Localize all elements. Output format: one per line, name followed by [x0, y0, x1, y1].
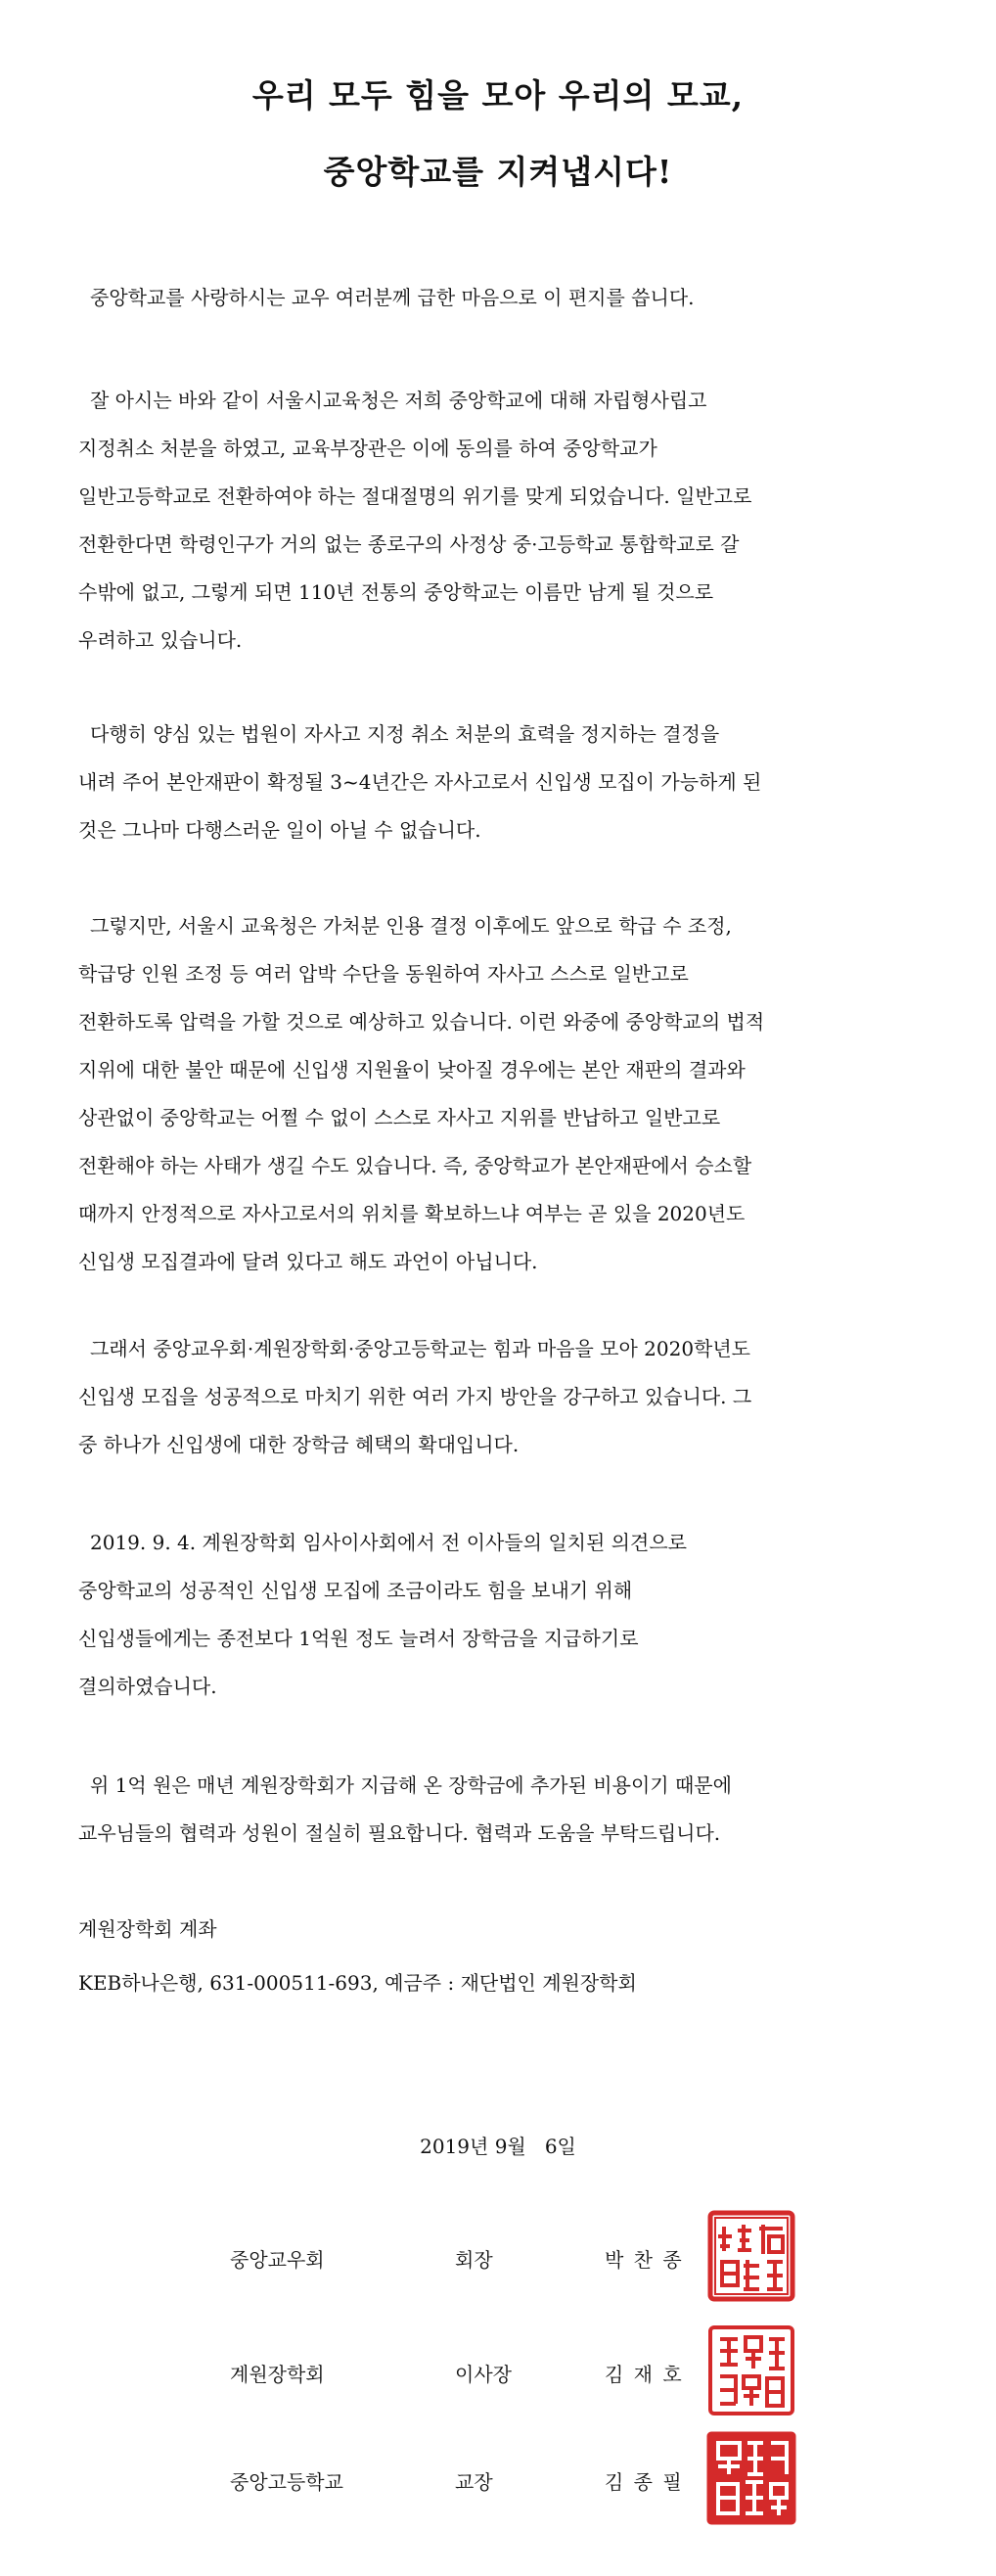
paragraph-request — [78, 1762, 939, 1858]
paragraph-line: 지위에 대한 불안 때문에 신입생 지원율이 낮아질 경우에는 본안 재판의 결과와 — [78, 1058, 746, 1081]
letter-date: 2019년 9월 6일 — [420, 2135, 576, 2158]
signatory-name: 김 종 필 — [605, 2470, 684, 2494]
paragraph-line: 지정취소 처분을 하였고, 교육부장관은 이에 동의를 하여 중앙학교가 — [78, 437, 657, 460]
signatory-org: 중앙고등학교 — [230, 2470, 343, 2494]
letter-title-line-2: 중앙학교를 지켜냅시다! — [323, 153, 673, 191]
paragraph-line: 신입생들에게는 종전보다 1억원 정도 늘려서 장학금을 지급하기로 — [78, 1627, 639, 1650]
signatory-role: 회장 — [455, 2248, 493, 2272]
red-seal-stamp — [704, 2322, 798, 2419]
signatory-role: 교장 — [455, 2470, 493, 2494]
paragraph-line: 우려하고 있습니다. — [78, 628, 243, 652]
paragraph-line: 교우님들의 협력과 성원이 절실히 필요합니다. 협력과 도움을 부탁드립니다. — [78, 1821, 721, 1845]
paragraph-line: 전환한다면 학령인구가 거의 없는 종로구의 사정상 중·고등학교 통합학교로 갈 — [78, 532, 740, 556]
signatory-name: 박 찬 종 — [605, 2248, 684, 2272]
paragraph-line: 신입생 모집을 성공적으로 마치기 위한 여러 가지 방안을 강구하고 있습니다. 그 — [78, 1385, 752, 1408]
paragraph-line: 전환하도록 압력을 가할 것으로 예상하고 있습니다. 이런 와중에 중앙학교의 법적 — [78, 1010, 765, 1034]
paragraph-intro — [78, 274, 939, 322]
paragraph-line: 그렇지만, 서울시 교육청은 가처분 인용 결정 이후에도 앞으로 학급 수 조정, — [90, 914, 732, 938]
red-seal-stamp — [704, 2429, 798, 2527]
signatory-org: 계원장학회 — [230, 2363, 325, 2386]
paragraph-line: 2019. 9. 4. 계원장학회 임사이사회에서 전 이사들의 일치된 의견으로 — [90, 1531, 687, 1554]
paragraph-line: 중앙학교의 성공적인 신입생 모집에 조금이라도 힘을 보내기 위해 — [78, 1579, 633, 1602]
paragraph-resolution — [78, 1519, 939, 1711]
paragraph-line: 때까지 안정적으로 자사고로서의 위치를 확보하느냐 여부는 곧 있을 2020년도 — [78, 1202, 746, 1225]
red-seal-stamp — [704, 2207, 798, 2305]
paragraph-line: 다행히 양심 있는 법원이 자사고 지정 취소 처분의 효력을 정지하는 결정을 — [90, 722, 720, 746]
paragraph-line: 상관없이 중앙학교는 어쩔 수 없이 스스로 자사고 지위를 반납하고 일반고로 — [78, 1106, 721, 1129]
paragraph-court-decision — [78, 711, 939, 854]
paragraph-line: 잘 아시는 바와 같이 서울시교육청은 저희 중앙학교에 대해 자립형사립고 — [90, 389, 707, 412]
paragraph-line: 학급당 인원 조정 등 여러 압박 수단을 동원하여 자사고 스스로 일반고로 — [78, 962, 689, 986]
paragraph-line: 일반고등학교로 전환하여야 하는 절대절명의 위기를 맞게 되었습니다. 일반고로 — [78, 484, 752, 508]
signature-row — [0, 2207, 996, 2315]
paragraph-line: 중 하나가 신입생에 대한 장학금 혜택의 확대입니다. — [78, 1433, 520, 1456]
paragraph-line: 그래서 중앙교우회·계원장학회·중앙고등학교는 힘과 마음을 모아 2020학년도 — [90, 1337, 750, 1360]
paragraph-line: 수밖에 없고, 그렇게 되면 110년 전통의 중앙학교는 이름만 남게 될 것으로 — [78, 580, 714, 604]
paragraph-line: 결의하였습니다. — [78, 1675, 217, 1698]
signatory-org: 중앙교우회 — [230, 2248, 325, 2272]
paragraph-pressure — [78, 902, 939, 1286]
paragraph-line: 내려 주어 본안재판이 확정될 3~4년간은 자사고로서 신입생 모집이 가능하게 된 — [78, 770, 762, 794]
paragraph-line: 중앙학교를 사랑하시는 교우 여러분께 급한 마음으로 이 편지를 씁니다. — [90, 286, 695, 309]
paragraph-line: 것은 그나마 다행스러운 일이 아닐 수 없습니다. — [78, 818, 481, 842]
signature-row — [0, 2322, 996, 2429]
paragraph-line: 위 1억 원은 매년 계원장학회가 지급해 온 장학금에 추가된 비용이기 때문에 — [90, 1773, 732, 1797]
signatory-role: 이사장 — [455, 2363, 512, 2386]
account-title: 계원장학회 계좌 — [78, 1917, 217, 1941]
letter-title-line-1: 우리 모두 힘을 모아 우리의 모교, — [251, 76, 745, 115]
account-info: KEB하나은행, 631-000511-693, 예금주 : 재단법인 계원장학회 — [78, 1971, 637, 1995]
signatory-name: 김 재 호 — [605, 2363, 684, 2386]
paragraph-plan — [78, 1325, 939, 1469]
paragraph-line: 전환해야 하는 사태가 생길 수도 있습니다. 즉, 중앙학교가 본안재판에서 승소할 — [78, 1154, 752, 1177]
signature-row — [0, 2429, 996, 2537]
paragraph-background — [78, 377, 939, 665]
paragraph-line: 신입생 모집결과에 달려 있다고 해도 과언이 아닙니다. — [78, 1250, 538, 1273]
